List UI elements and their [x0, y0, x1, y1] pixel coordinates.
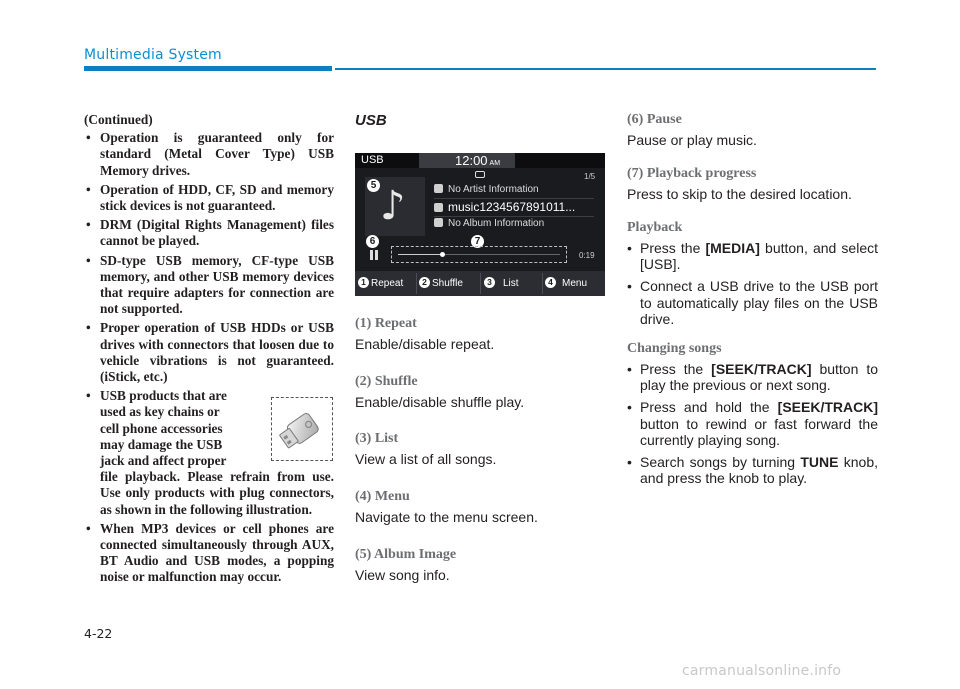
- row-divider: [434, 216, 594, 217]
- list-button[interactable]: 3 List: [484, 271, 519, 296]
- section-title: Multimedia System: [84, 47, 222, 63]
- wrap-line: jack and affect proper: [100, 453, 227, 469]
- callout-5: 5: [367, 179, 380, 192]
- continued-label: (Continued): [84, 112, 153, 127]
- watermark: carmanualsonline.info: [682, 663, 842, 679]
- changing-list: [627, 361, 878, 486]
- list-item: • Press the [SEEK/TRACK] button to play the previous or next song.: [627, 361, 878, 394]
- progress-section: (7) Playback progress Press to skip to the desired location.: [627, 166, 852, 202]
- progress-handle[interactable]: [440, 252, 445, 257]
- pause-section: (6) Pause Pause or play music.: [627, 112, 757, 148]
- list-item: • Proper operation of USB HDDs or USB drives with connectors that loosen due to vehicle vibrations is not guaranteed. (iStick, etc.): [86, 320, 334, 385]
- usb-stick-icon: [272, 398, 332, 460]
- wrap-line: used as key chains or: [100, 404, 220, 420]
- music-note-icon: ♪: [380, 183, 406, 229]
- page-number: 4-22: [84, 626, 113, 641]
- left-column: [84, 112, 334, 589]
- playback-progress-bar[interactable]: [391, 246, 567, 263]
- usb-player-screen: [355, 153, 605, 296]
- menu-button[interactable]: 4 Menu: [545, 271, 587, 296]
- list-item: • Search songs by turning TUNE knob, and press the knob to play.: [627, 454, 878, 487]
- list-section: (3) List View a list of all songs.: [355, 431, 497, 467]
- artist-row: No Artist Information: [434, 184, 539, 195]
- callout-7: 7: [471, 235, 484, 248]
- repeat-button[interactable]: 1 Repeat: [358, 271, 403, 296]
- shuffle-button[interactable]: 2 Shuffle: [419, 271, 463, 296]
- song-row: music1234567891011...: [434, 200, 575, 214]
- list-item: • Operation is guaranteed only for standard (Metal Cover Type) USB Memory drives.: [86, 130, 334, 178]
- callout-6: 6: [366, 235, 379, 248]
- list-item-wrap: • USB products that are used as key chains or cell phone accessories may damage the USB jack and affect proper file playback. Please refrain from use. Use only products with plug connectors, as shown in the following illustration.: [86, 388, 334, 517]
- header-rule-thin: [335, 68, 876, 70]
- list-item: • Press the [MEDIA] button, and select [USB].: [627, 240, 879, 273]
- album-image-section: (5) Album Image View song info.: [355, 547, 457, 583]
- progress-fill: [398, 254, 442, 255]
- disc-icon: [434, 203, 443, 212]
- pause-icon[interactable]: [369, 250, 379, 260]
- list-item: • DRM (Digital Rights Management) files cannot be played.: [86, 217, 334, 249]
- person-icon: [434, 184, 443, 193]
- wrap-line: may damage the USB: [100, 436, 223, 452]
- clock: 12:00 AM: [455, 153, 501, 168]
- repeat-status-icon: [475, 171, 485, 178]
- playback-list: [627, 240, 878, 327]
- track-count: 1/5: [584, 172, 596, 181]
- wrap-line: cell phone accessories: [100, 420, 223, 436]
- row-divider: [434, 198, 594, 199]
- shuffle-section: (2) Shuffle Enable/disable shuffle play.: [355, 374, 525, 410]
- right-column: [627, 112, 878, 504]
- usb-heading: USB: [355, 112, 387, 129]
- changing-songs-section: Changing songs • Press the [SEEK/TRACK] button to play the previous or next song. • Press and hold the [SEEK/TRACK] button to rewind or fast forward the currently playing song. • Search songs by turning TUNE knob, and press the knob to play.: [627, 341, 878, 487]
- wrap-line: USB products that are: [100, 388, 227, 404]
- list-item: • Operation of HDD, CF, SD and memory stick devices is not guaranteed.: [86, 181, 334, 214]
- album-row: No Album Information: [434, 218, 544, 229]
- repeat-section: (1) Repeat Enable/disable repeat.: [355, 316, 495, 352]
- usb-drive-illustration: [271, 397, 333, 461]
- list-item: • When MP3 devices or cell phones are connected simultaneously through AUX, BT Audio and USB modes, a popping noise or malfunction may occur.: [86, 520, 334, 585]
- header-rule-thick: [84, 66, 332, 71]
- playback-section: Playback • Press the [MEDIA] button, and select [USB]. • Connect a USB drive to the USB port to automatically play files on the USB drive.: [627, 220, 879, 327]
- wrap-rest: file playback. Please refrain from use. Use only products with plug connectors, as shown in the following illustration.: [100, 469, 334, 517]
- caution-list: [84, 130, 334, 585]
- list-item: • Press and hold the [SEEK/TRACK] button to rewind or fast forward the currently playing song.: [627, 399, 878, 448]
- menu-section: (4) Menu Navigate to the menu screen.: [355, 489, 538, 525]
- list-item: • SD-type USB memory, CF-type USB memory, and other USB memory devices that require adapters for connection are not supported.: [86, 252, 334, 317]
- album-icon: [434, 218, 443, 227]
- source-label: USB: [361, 154, 384, 166]
- list-item: • Connect a USB drive to the USB port to automatically play files on the USB drive.: [627, 278, 878, 327]
- elapsed-time: 0:19: [579, 251, 595, 260]
